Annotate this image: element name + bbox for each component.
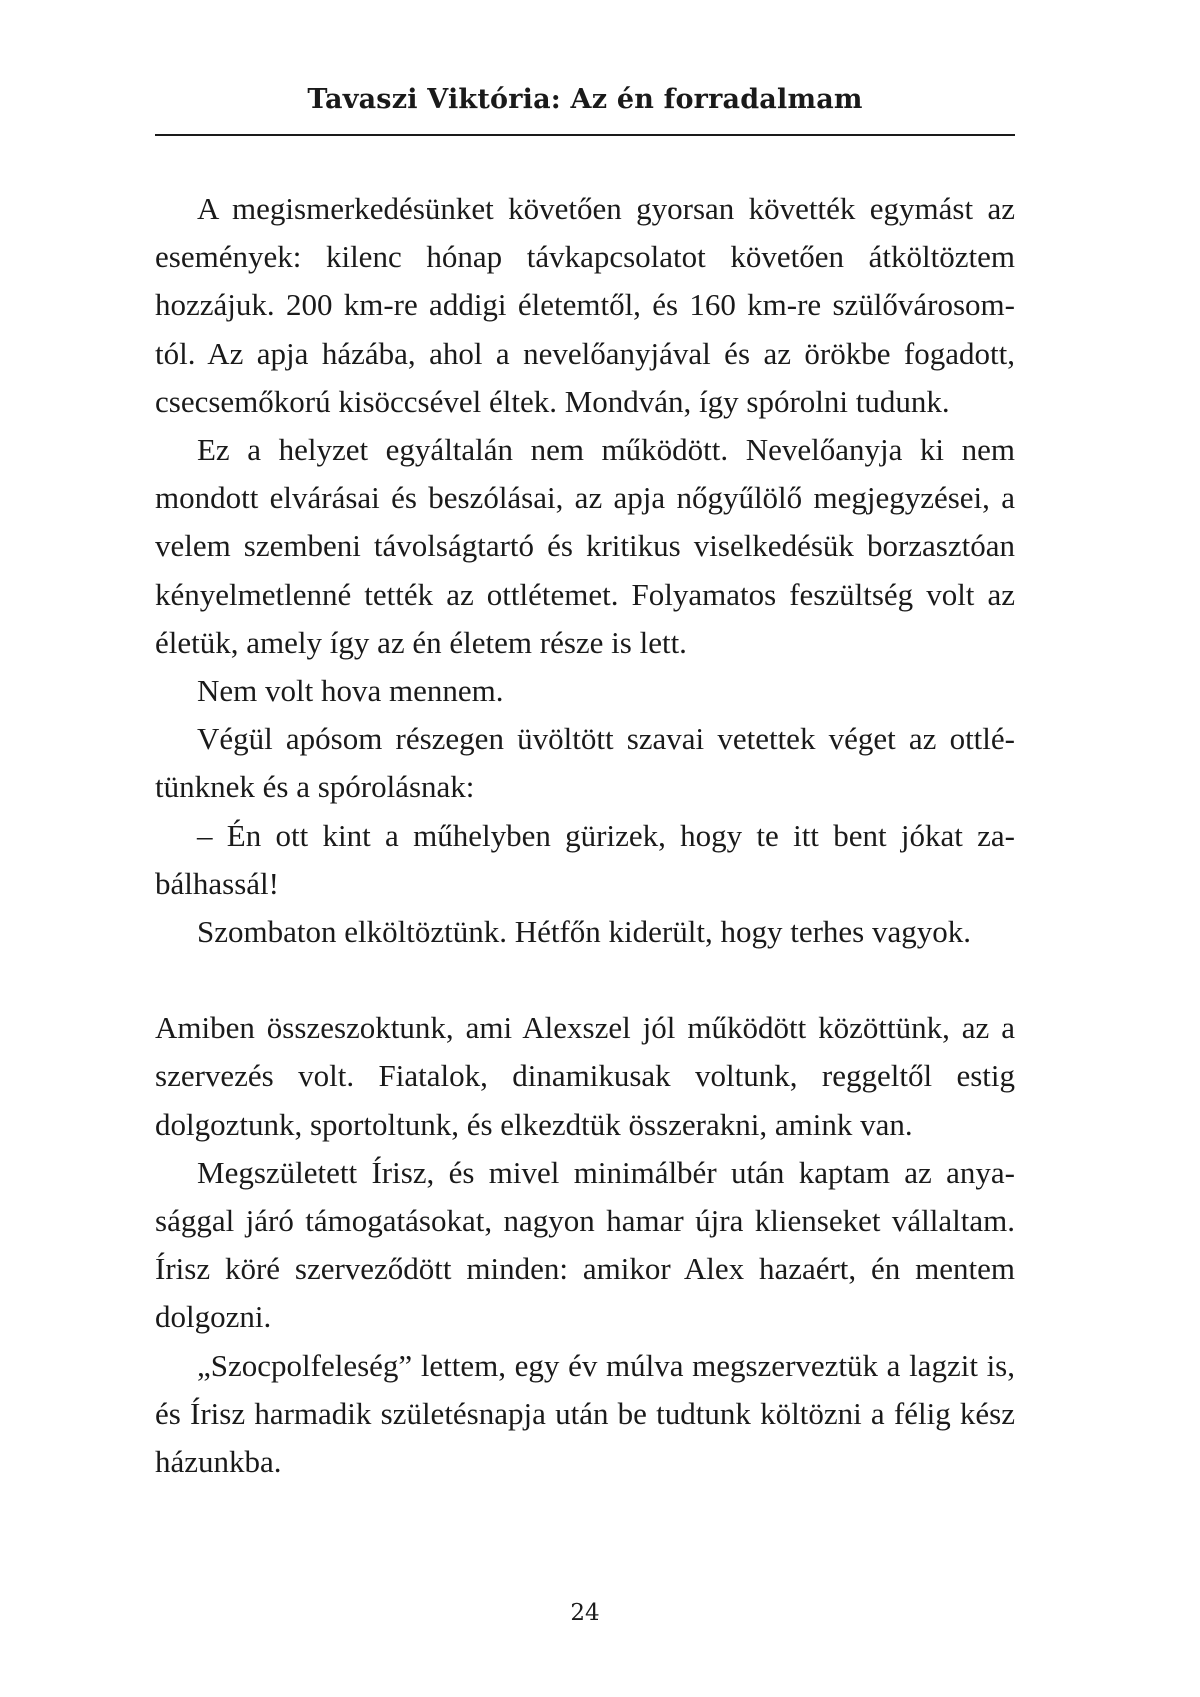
paragraph: Végül apósom részegen üvöltött szavai vetettek véget az ottlétünknek és a spórolásnak: xyxy=(155,721,1015,805)
header-divider xyxy=(155,134,1015,136)
dialogue-paragraph: – Én ott kint a műhelyben gürizek, hogy te itt bent jókat zabálhassál! xyxy=(155,817,1015,901)
body-text xyxy=(155,185,1015,1486)
running-head-title: Tavaszi Viktória: Az én forradalmam xyxy=(307,84,863,115)
section-break xyxy=(155,956,1015,1004)
paragraph: „Szocpolfeleség” lettem, egy év múlva megszerveztük a lagzit is, és Írisz harmadik születésnapja után be tudtunk költözni a félig kész házunkba. xyxy=(155,1347,1015,1480)
section-first-paragraph: Amiben összeszoktunk, ami Alexszel jól működött közöttünk, az a szervezés volt. Fiatalok, dinamikusak voltunk, reggeltől estig dolgoztunk, sportoltunk, és elkezdtük összerakni, amink van. xyxy=(155,1010,1015,1142)
page-number: 24 xyxy=(570,1600,600,1626)
paragraph: A megismerkedésünket követően gyorsan követték egymást az események: kilenc hónap távkapcsolatot követően átköltöztem hozzájuk. 200 km-re addigi életemtől, és 160 km-re szülővárosomtól. Az apja házába, ahol a nevelőanyjával és az örökbe fogadott, csecsemőkorú kisöccsével éltek. Mondván, így spórolni tudunk. xyxy=(155,191,1015,419)
paragraph: Ez a helyzet egyáltalán nem működött. Nevelőanyja ki nem mondott elvárásai és beszólásai, az apja nőgyűlölő megjegyzései, a velem szembeni távolságtartó és kritikus viselkedésük borzasztóan kényelmetlenné tették az ottlétemet. Folyamatos feszültség volt az életük, amely így az én életem része is lett. xyxy=(155,432,1015,660)
paragraph: Nem volt hova mennem. xyxy=(197,673,504,709)
paragraph: Megszületett Írisz, és mivel minimálbér után kaptam az anyasággal járó támogatásokat, nagyon hamar újra klienseket vállaltam. Írisz köré szerveződött minden: amikor Alex hazaért, én mentem dolgozni. xyxy=(155,1154,1015,1335)
paragraph: Szombaton elköltöztünk. Hétfőn kiderült, hogy terhes vagyok. xyxy=(197,914,971,950)
